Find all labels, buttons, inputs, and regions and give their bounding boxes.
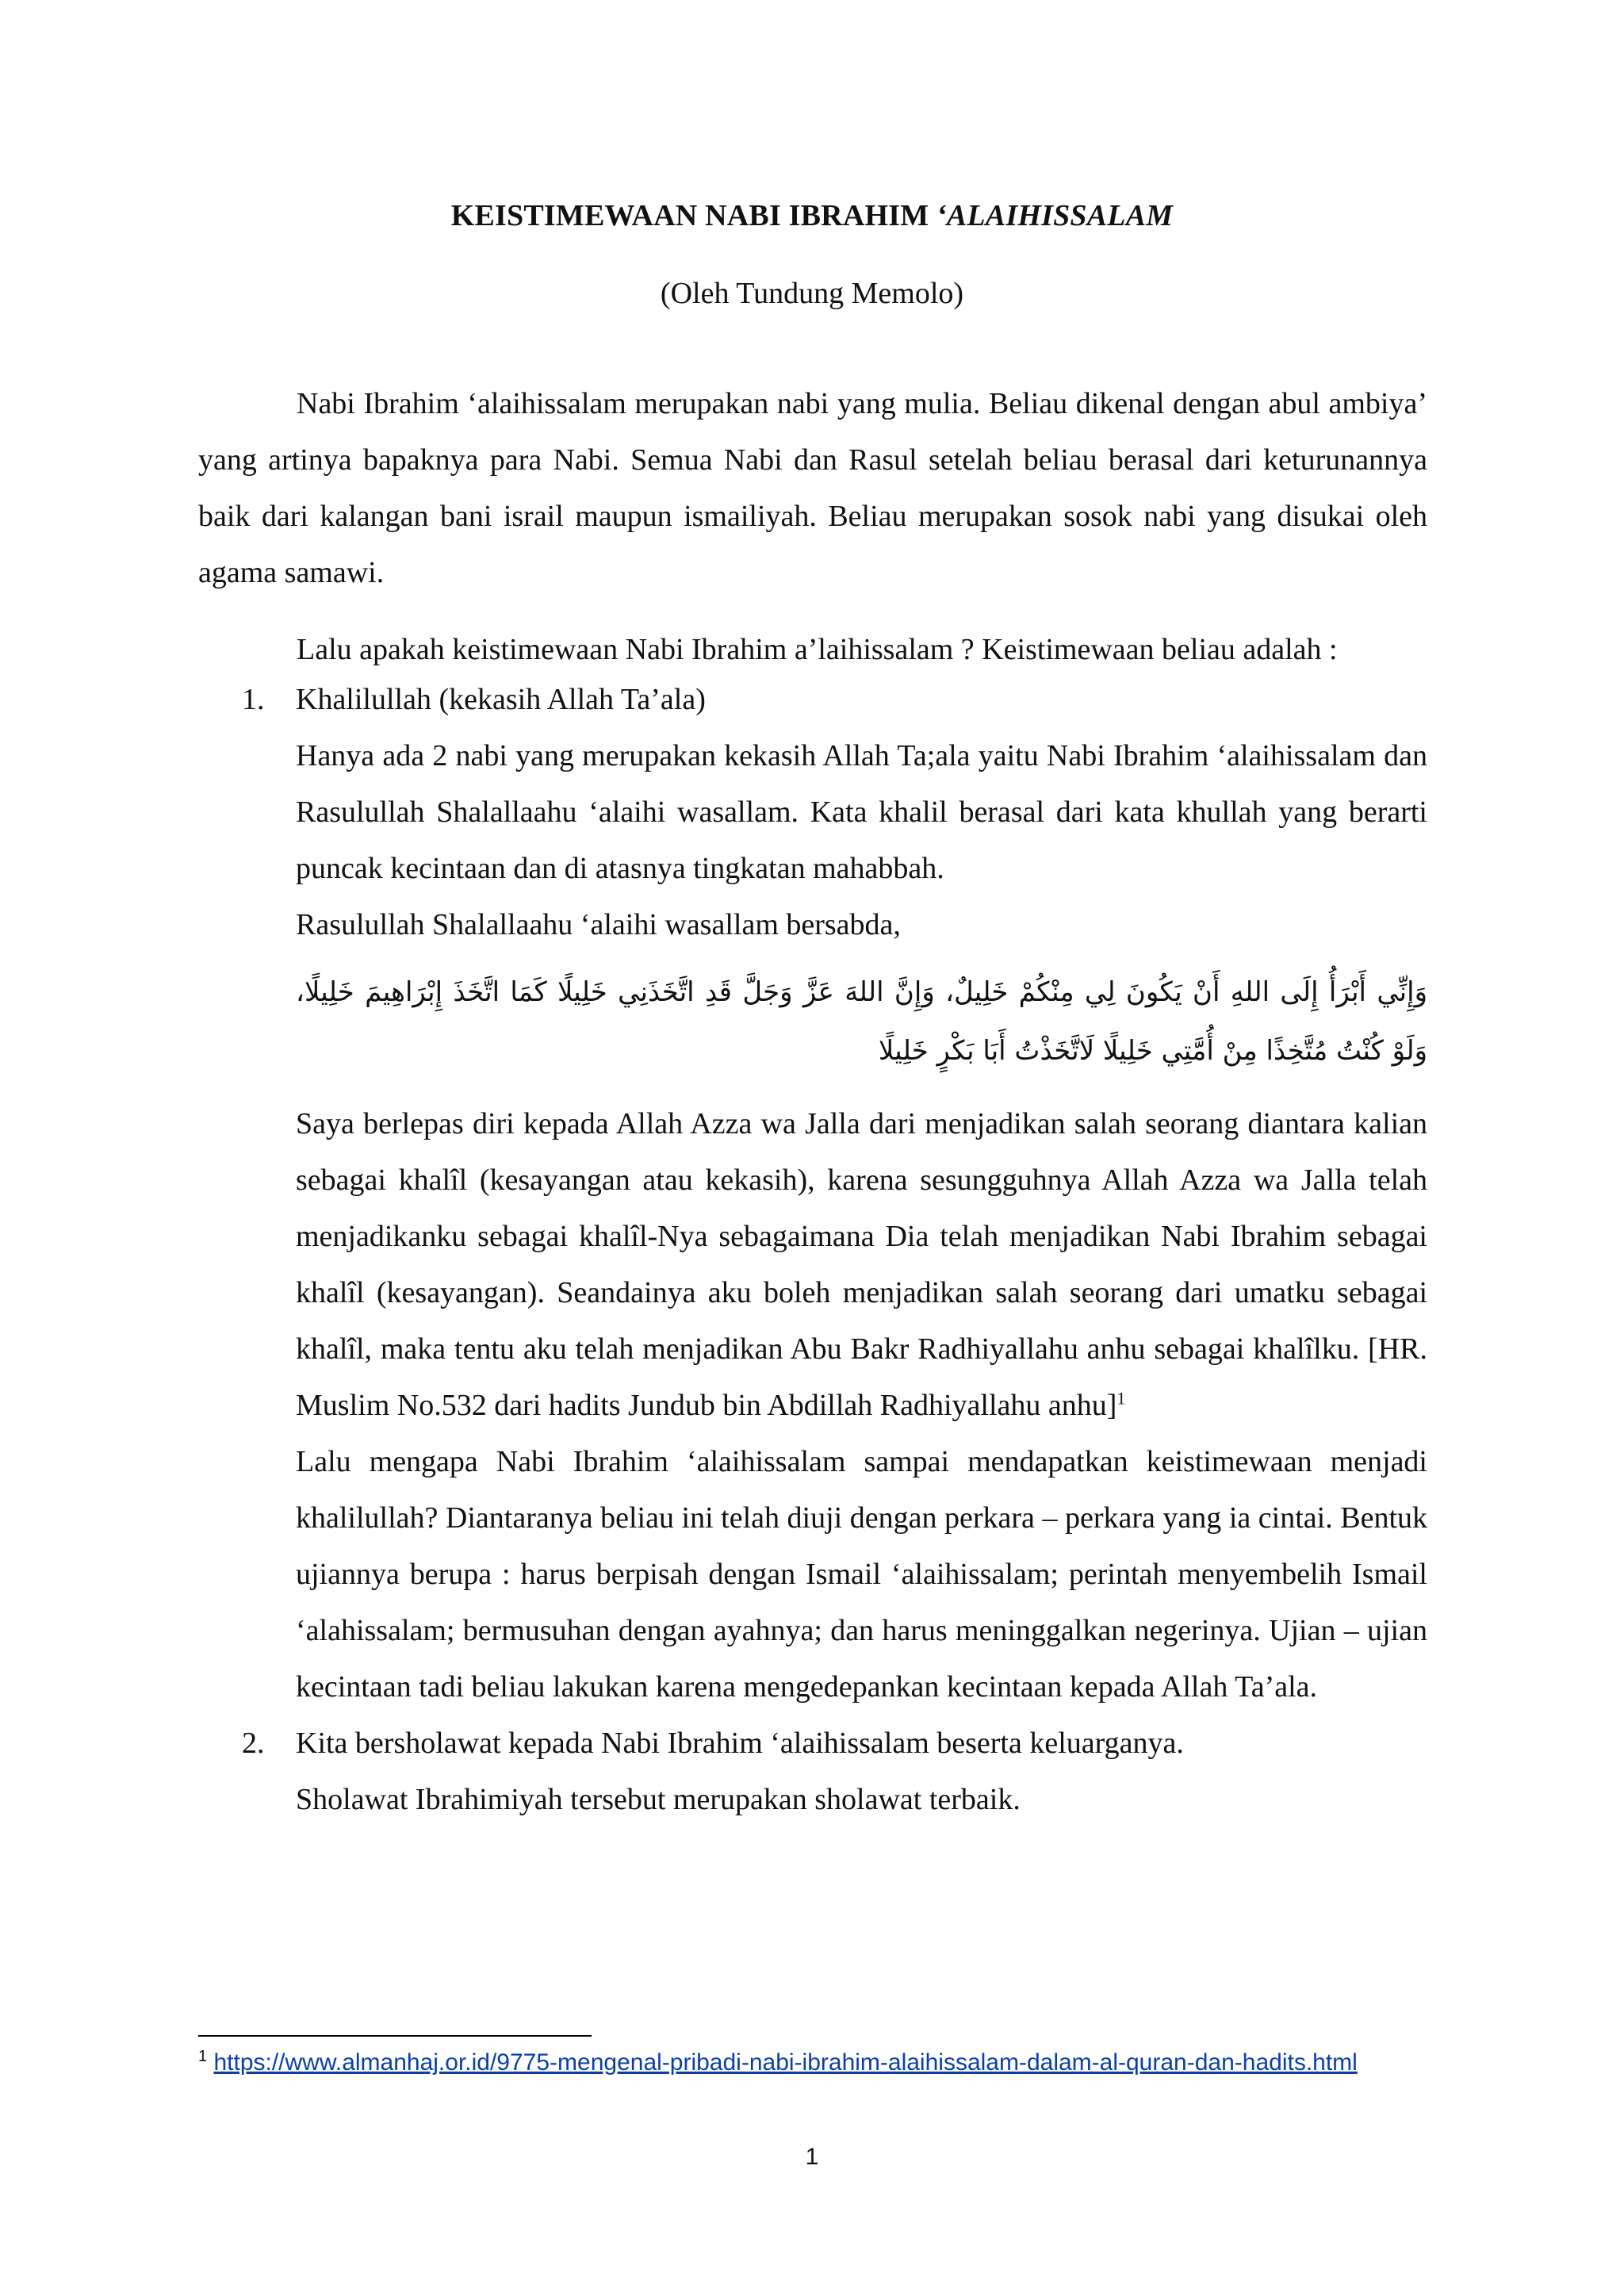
page-number: 1: [805, 2144, 819, 2170]
footnote-link[interactable]: https://www.almanhaj.or.id/9775-mengenal-pribadi-nabi-ibrahim-alaihissalam-dalam-al-quran-dan-hadits.html: [213, 2049, 1358, 2076]
list-item-heading: Kita bersholawat kepada Nabi Ibrahim ‘alaihissalam beserta keluarganya.: [296, 1727, 1184, 1760]
list-number: 1.: [242, 683, 265, 716]
footnote: [198, 2046, 1427, 2079]
hadith-intro: Rasulullah Shalallaahu ‘alaihi wasallam bersabda,: [296, 908, 901, 941]
document-title: [0, 195, 1624, 236]
question-paragraph: Lalu apakah keistimewaan Nabi Ibrahim a’laihissalam ? Keistimewaan beliau adalah :: [297, 633, 1338, 666]
author-byline: (Oleh Tundung Memolo): [660, 277, 964, 310]
hadith-translation: [296, 1096, 1427, 1434]
hadith-translation-text: Saya berlepas diri kepada Allah Azza wa Jalla dari menjadikan salah seorang diantara kalian sebagai khalîl (kesayangan atau kekasih), karena sesungguhnya Allah Azza wa Jalla telah menjadikanku sebagai khalîl-Nya sebagaimana Dia telah menjadikan Nabi Ibrahim sebagai khalîl (kesayangan). Seandainya aku boleh menjadikan salah seorang dari umatku sebagai khalîl, maka tentu aku telah menjadikan Abu Bakr Radhiyallahu anhu sebagai khalîlku. [HR. Muslim No.532 dari hadits Jundub bin Abdillah Radhiyallahu anhu]: [296, 1107, 1427, 1422]
title-main: KEISTIMEWAAN NABI IBRAHIM: [450, 199, 936, 232]
list-number: 2.: [242, 1727, 265, 1760]
list-item-heading: Khalilullah (kekasih Allah Ta’ala): [296, 683, 706, 716]
footnote-mark: 1: [198, 2048, 208, 2065]
title-italic: ‘ALAIHISSALAM: [936, 199, 1174, 232]
intro-paragraph: Nabi Ibrahim ‘alaihissalam merupakan nabi yang mulia. Beliau dikenal dengan abul ambiya’ yang artinya bapaknya para Nabi. Semua Nabi dan Rasul setelah beliau berasal dari keturunannya baik dari kalangan bani israil maupun ismailiyah. Beliau merupakan sosok nabi yang disukai oleh agama samawi.: [198, 387, 1427, 589]
list-item: [242, 1715, 1427, 1828]
hadith-arabic-text: وَإِنِّي أَبْرَأُ إِلَى اللهِ أَنْ يَكُونَ لِي مِنْكُمْ خَلِيلٌ، وَإِنَّ اللهَ عَزَّ وَجَلَّ قَدِ اتَّخَذَنِي خَلِيلًا كَمَا اتَّخَذَ إِبْرَاهِيمَ خَلِيلًا، وَلَوْ كُنْتُ مُتَّخِذًا مِنْ أُمَّتِي خَلِيلًا لَاتَّخَذْتُ أَبَا بَكْرٍ خَلِيلًا: [296, 976, 1427, 1067]
list-item-body: Hanya ada 2 nabi yang merupakan kekasih Allah Ta;ala yaitu Nabi Ibrahim ‘alaihissalam dan Rasulullah Shalallaahu ‘alaihi wasallam. Kata khalil berasal dari kata khullah yang berarti puncak kecintaan dan di atasnya tingkatan mahabbah.: [296, 739, 1427, 885]
list-item-closing: Lalu mengapa Nabi Ibrahim ‘alaihissalam sampai mendapatkan keistimewaan menjadi khalilullah? Diantaranya beliau ini telah diuji dengan perkara – perkara yang ia cintai. Bentuk ujiannya berupa : harus berpisah dengan Ismail ‘alaihissalam; perintah menyembelih Ismail ‘alahissalam; bermusuhan dengan ayahnya; dan harus meninggalkan negerinya. Ujian – ujian kecintaan tadi beliau lakukan karena mengedepankan kecintaan kepada Allah Ta’ala.: [296, 1445, 1427, 1704]
list-item-body: Sholawat Ibrahimiyah tersebut merupakan sholawat terbaik.: [296, 1783, 1021, 1816]
footnote-reference[interactable]: 1: [1116, 1388, 1126, 1409]
list-item: [242, 672, 1427, 1715]
footnote-separator: [198, 2035, 592, 2037]
privileges-list: [242, 672, 1427, 1828]
